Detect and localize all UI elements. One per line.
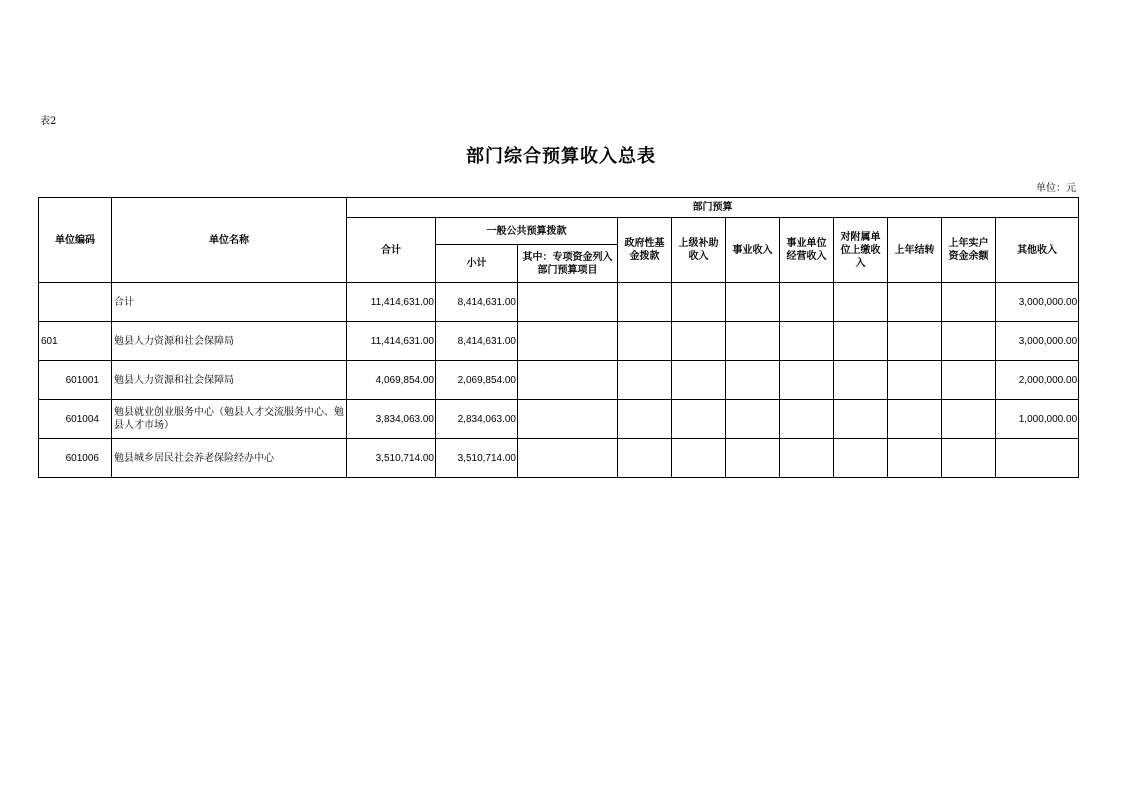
header-special-funds: 其中：专项资金列入部门预算项目 xyxy=(518,245,618,283)
cell-prior-balance xyxy=(942,283,996,322)
cell-superior xyxy=(672,283,726,322)
header-prior-balance: 上年实户资金余额 xyxy=(942,218,996,283)
cell-gov-fund xyxy=(618,283,672,322)
cell-business-ops xyxy=(780,283,834,322)
cell-affiliated xyxy=(834,322,888,361)
table-number: 表2 xyxy=(40,116,57,127)
cell-subtotal: 2,834,063.00 xyxy=(436,400,518,439)
unit-label: 单位：元 xyxy=(1036,183,1076,194)
cell-name: 合计 xyxy=(112,283,347,322)
cell-prior-balance xyxy=(942,400,996,439)
cell-special xyxy=(518,361,618,400)
cell-name: 勉县人力资源和社会保障局 xyxy=(112,322,347,361)
cell-total: 4,069,854.00 xyxy=(347,361,436,400)
cell-code: 601004 xyxy=(39,400,112,439)
table-row xyxy=(39,361,1079,400)
cell-gov-fund xyxy=(618,400,672,439)
cell-business xyxy=(726,400,780,439)
header-affiliated-income: 对附属单位上缴收入 xyxy=(834,218,888,283)
cell-business xyxy=(726,283,780,322)
cell-total: 3,834,063.00 xyxy=(347,400,436,439)
cell-code: 601001 xyxy=(39,361,112,400)
cell-affiliated xyxy=(834,400,888,439)
page-title: 部门综合预算收入总表 xyxy=(466,146,656,167)
cell-business xyxy=(726,322,780,361)
table-row xyxy=(39,322,1079,361)
cell-other: 3,000,000.00 xyxy=(996,283,1079,322)
cell-prior-balance xyxy=(942,322,996,361)
cell-special xyxy=(518,400,618,439)
header-business-income: 事业收入 xyxy=(726,218,780,283)
cell-business-ops xyxy=(780,361,834,400)
cell-carryover xyxy=(888,439,942,478)
cell-carryover xyxy=(888,322,942,361)
cell-code: 601006 xyxy=(39,439,112,478)
cell-other xyxy=(996,439,1079,478)
table-row xyxy=(39,283,1079,322)
cell-name: 勉县就业创业服务中心（勉县人才交流服务中心、勉县人才市场） xyxy=(112,400,347,439)
cell-prior-balance xyxy=(942,439,996,478)
cell-special xyxy=(518,322,618,361)
cell-superior xyxy=(672,361,726,400)
header-superior-subsidy: 上级补助收入 xyxy=(672,218,726,283)
header-dept-budget: 部门预算 xyxy=(347,198,1079,218)
header-unit-name: 单位名称 xyxy=(112,198,347,283)
header-other-income: 其他收入 xyxy=(996,218,1079,283)
header-business-ops-income: 事业单位经营收入 xyxy=(780,218,834,283)
cell-business-ops xyxy=(780,322,834,361)
cell-affiliated xyxy=(834,439,888,478)
cell-subtotal: 2,069,854.00 xyxy=(436,361,518,400)
cell-carryover xyxy=(888,283,942,322)
cell-total: 11,414,631.00 xyxy=(347,283,436,322)
cell-superior xyxy=(672,439,726,478)
cell-superior xyxy=(672,400,726,439)
cell-prior-balance xyxy=(942,361,996,400)
cell-business xyxy=(726,361,780,400)
cell-affiliated xyxy=(834,283,888,322)
cell-gov-fund xyxy=(618,361,672,400)
header-general-public-budget: 一般公共预算拨款 xyxy=(436,218,618,245)
cell-total: 3,510,714.00 xyxy=(347,439,436,478)
cell-superior xyxy=(672,322,726,361)
cell-total: 11,414,631.00 xyxy=(347,322,436,361)
cell-business xyxy=(726,439,780,478)
cell-name: 勉县城乡居民社会养老保险经办中心 xyxy=(112,439,347,478)
header-total: 合计 xyxy=(347,218,436,283)
cell-code xyxy=(39,283,112,322)
cell-subtotal: 3,510,714.00 xyxy=(436,439,518,478)
cell-carryover xyxy=(888,361,942,400)
header-subtotal: 小计 xyxy=(436,245,518,283)
cell-business-ops xyxy=(780,400,834,439)
cell-code: 601 xyxy=(39,322,112,361)
cell-other: 3,000,000.00 xyxy=(996,322,1079,361)
cell-other: 2,000,000.00 xyxy=(996,361,1079,400)
cell-subtotal: 8,414,631.00 xyxy=(436,322,518,361)
cell-other: 1,000,000.00 xyxy=(996,400,1079,439)
cell-carryover xyxy=(888,400,942,439)
cell-gov-fund xyxy=(618,439,672,478)
header-gov-fund: 政府性基金拨款 xyxy=(618,218,672,283)
cell-special xyxy=(518,439,618,478)
cell-subtotal: 8,414,631.00 xyxy=(436,283,518,322)
budget-income-table xyxy=(38,197,1079,478)
cell-name: 勉县人力资源和社会保障局 xyxy=(112,361,347,400)
header-carryover: 上年结转 xyxy=(888,218,942,283)
cell-special xyxy=(518,283,618,322)
cell-business-ops xyxy=(780,439,834,478)
table-row xyxy=(39,439,1079,478)
table-row xyxy=(39,400,1079,439)
header-unit-code: 单位编码 xyxy=(39,198,112,283)
cell-affiliated xyxy=(834,361,888,400)
cell-gov-fund xyxy=(618,322,672,361)
